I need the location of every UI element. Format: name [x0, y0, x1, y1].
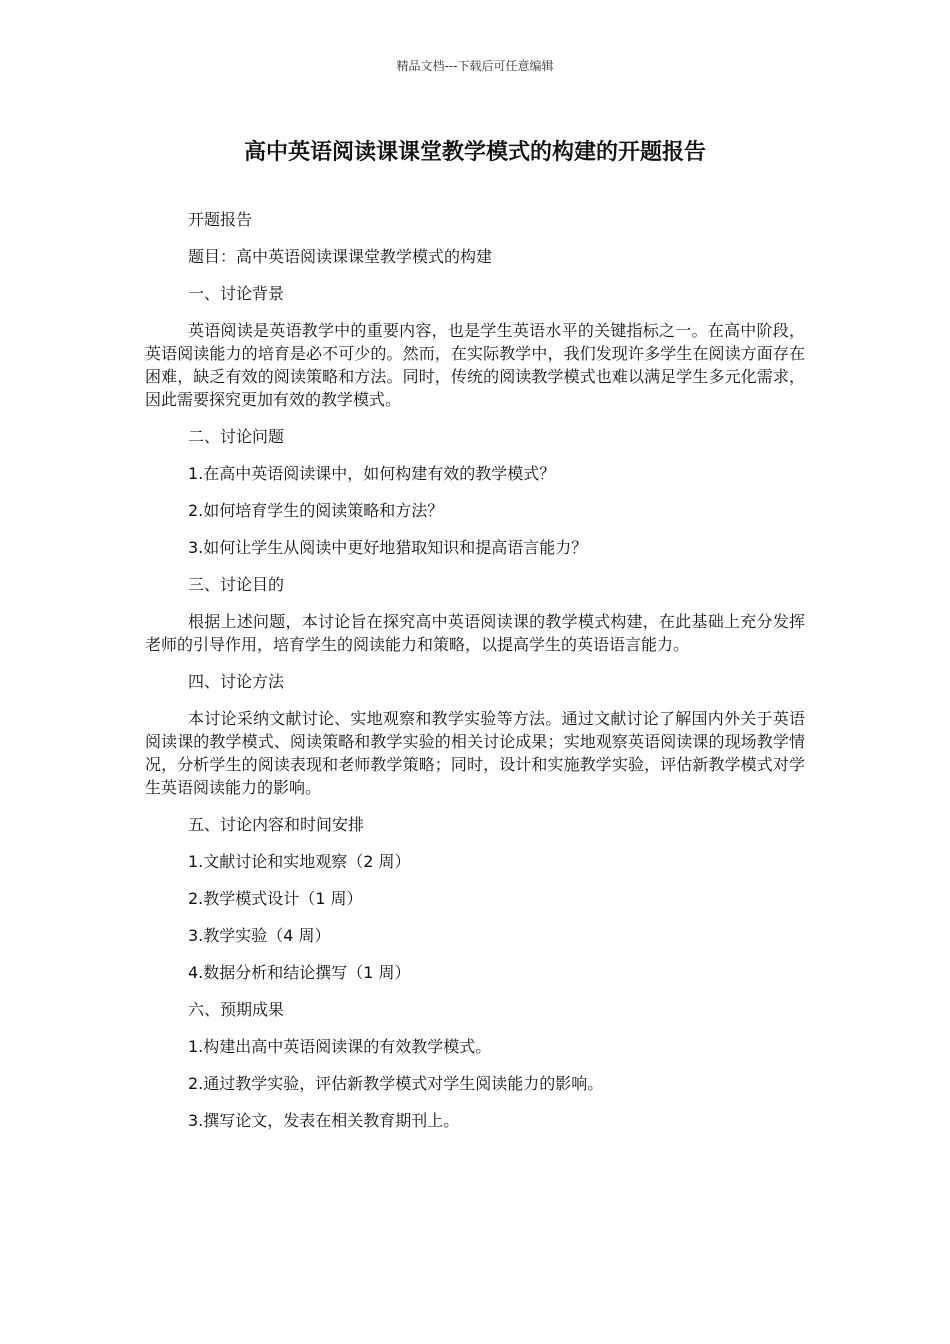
- text-line: 三、讨论目的: [188, 575, 285, 594]
- text-line: 四、讨论方法: [188, 672, 285, 691]
- text-line: 1.在高中英语阅读课中，如何构建有效的教学模式？: [188, 464, 556, 483]
- document-title: 高中英语阅读课课堂教学模式的构建的开题报告: [243, 140, 706, 165]
- text-line: 2.教学模式设计（1 周）: [188, 889, 363, 908]
- document-body: [145, 208, 805, 1146]
- text-line: 2.通过教学实验，评估新教学模式对学生阅读能力的影响。: [188, 1074, 604, 1093]
- body-paragraph: 本讨论采纳文献讨论、实地观察和教学实验等方法。通过文献讨论了解国内外关于英语阅读课的教学模式、阅读策略和教学实验的相关讨论成果；实地观察英语阅读课的现场教学情况，分析学生的阅读表现和老师教学策略；同时，设计和实施教学实验，评估新教学模式对学生英语阅读能力的影响。: [145, 709, 805, 797]
- text-line: 六、预期成果: [188, 1000, 285, 1019]
- text-line: 一、讨论背景: [188, 284, 285, 303]
- text-line: 2.如何培育学生的阅读策略和方法？: [188, 501, 444, 520]
- text-line: 3.撰写论文，发表在相关教育期刊上。: [188, 1111, 460, 1130]
- text-line: 3.如何让学生从阅读中更好地猎取知识和提高语言能力？: [188, 538, 588, 557]
- text-line: 五、讨论内容和时间安排: [188, 815, 365, 834]
- text-line: 1.构建出高中英语阅读课的有效教学模式。: [188, 1037, 492, 1056]
- text-line: 开题报告: [188, 210, 253, 229]
- text-line: 二、讨论问题: [188, 427, 285, 446]
- header-note: 精品文档---下载后可任意编辑: [396, 59, 554, 73]
- text-line: 题目：高中英语阅读课课堂教学模式的构建: [188, 247, 493, 266]
- text-line: 3.教学实验（4 周）: [188, 926, 331, 945]
- body-paragraph: 英语阅读是英语教学中的重要内容，也是学生英语水平的关键指标之一。在高中阶段，英语阅读能力的培育是必不可少的。然而，在实际教学中，我们发现许多学生在阅读方面存在困难，缺乏有效的阅读策略和方法。同时，传统的阅读教学模式也难以满足学生多元化需求，因此需要探究更加有效的教学模式。: [145, 321, 805, 409]
- text-line: 1.文献讨论和实地观察（2 周）: [188, 852, 411, 871]
- body-paragraph: 根据上述问题，本讨论旨在探究高中英语阅读课的教学模式构建，在此基础上充分发挥老师的引导作用，培育学生的阅读能力和策略，以提高学生的英语语言能力。: [145, 612, 805, 654]
- text-line: 4.数据分析和结论撰写（1 周）: [188, 963, 411, 982]
